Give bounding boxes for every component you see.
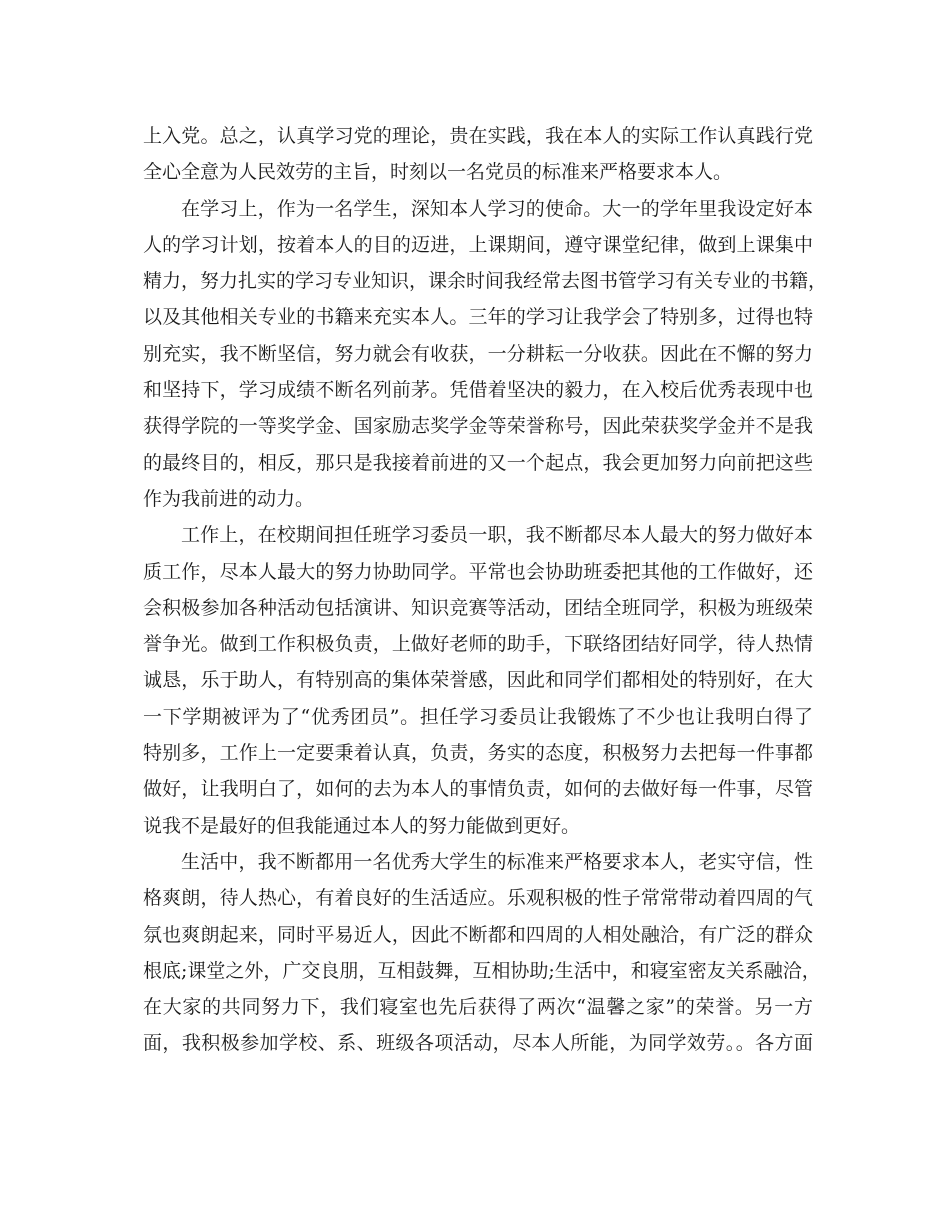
text-line: 以及其他相关专业的书籍来充实本人。三年的学习让我学会了特别多，过得也特 <box>143 306 813 329</box>
text-line: 和坚持下，学习成绩不断名列前茅。凭借着坚决的毅力，在入校后优秀表现中也 <box>143 379 813 402</box>
text-line: 人的学习计划，按着本人的目的迈进，上课期间，遵守课堂纪律，做到上课集中 <box>143 233 813 256</box>
text-line: 作为我前进的动力。 <box>143 487 315 510</box>
paragraph-first-line: 工作上，在校期间担任班学习委员一职，我不断都尽本人最大的努力做好本 <box>181 524 813 547</box>
text-line: 面，我积极参加学校、系、班级各项活动，尽本人所能，为同学效劳。。各方面 <box>143 1032 813 1055</box>
text-line: 誉争光。做到工作积极负责，上做好老师的助手，下联络团结好同学，待人热情 <box>143 633 813 656</box>
text-line: 根底;课堂之外，广交良朋，互相鼓舞，互相协助;生活中，和寝室密友关系融洽， <box>143 959 821 982</box>
body-text <box>143 118 828 1062</box>
text-line: 精力，努力扎实的学习专业知识，课余时间我经常去图书管学习有关专业的书籍， <box>143 270 828 293</box>
text-line: 上入党。总之，认真学习党的理论，贵在实践，我在本人的实际工作认真践行党 <box>143 125 813 147</box>
text-line: 会积极参加各种活动包括演讲、知识竞赛等活动，团结全班同学，积极为班级荣 <box>143 596 813 619</box>
paragraph-first-line: 在学习上，作为一名学生，深知本人学习的使命。大一的学年里我设定好本 <box>181 197 813 220</box>
text-line: 全心全意为人民效劳的主旨，时刻以一名党员的标准来严格要求本人。 <box>143 161 733 184</box>
text-line: 获得学院的一等奖学金、国家励志奖学金等荣誉称号，因此荣获奖学金并不是我 <box>143 415 813 438</box>
text-line: 诚恳，乐于助人，有特别高的集体荣誉感，因此和同学们都相处的特别好，在大 <box>143 669 813 692</box>
text-line: 别充实，我不断坚信，努力就会有收获，一分耕耘一分收获。因此在不懈的努力 <box>143 342 813 365</box>
text-line: 做好，让我明白了，如何的去为本人的事情负责，如何的去做好每一件事，尽管 <box>143 778 813 801</box>
text-line: 在大家的共同努力下，我们寝室也先后获得了两次“温馨之家”的荣誉。另一方 <box>143 996 813 1019</box>
paragraph-first-line: 生活中，我不断都用一名优秀大学生的标准来严格要求本人，老实守信，性 <box>181 850 813 873</box>
text-line: 氛也爽朗起来，同时平易近人，因此不断都和四周的人相处融洽，有广泛的群众 <box>143 923 813 946</box>
text-line: 质工作，尽本人最大的努力协助同学。平常也会协助班委把其他的工作做好，还 <box>143 560 813 583</box>
text-line: 一下学期被评为了“优秀团员”。担任学习委员让我锻炼了不少也让我明白得了 <box>143 705 813 728</box>
text-line: 的最终目的，相反，那只是我接着前进的又一个起点，我会更加努力向前把这些 <box>143 451 813 474</box>
text-line: 格爽朗，待人热心，有着良好的生活适应。乐观积极的性子常常带动着四周的气 <box>143 887 813 910</box>
text-line: 说我不是最好的但我能通过本人的努力能做到更好。 <box>143 814 581 837</box>
text-line: 特别多，工作上一定要秉着认真，负责，务实的态度，积极努力去把每一件事都 <box>143 742 813 765</box>
